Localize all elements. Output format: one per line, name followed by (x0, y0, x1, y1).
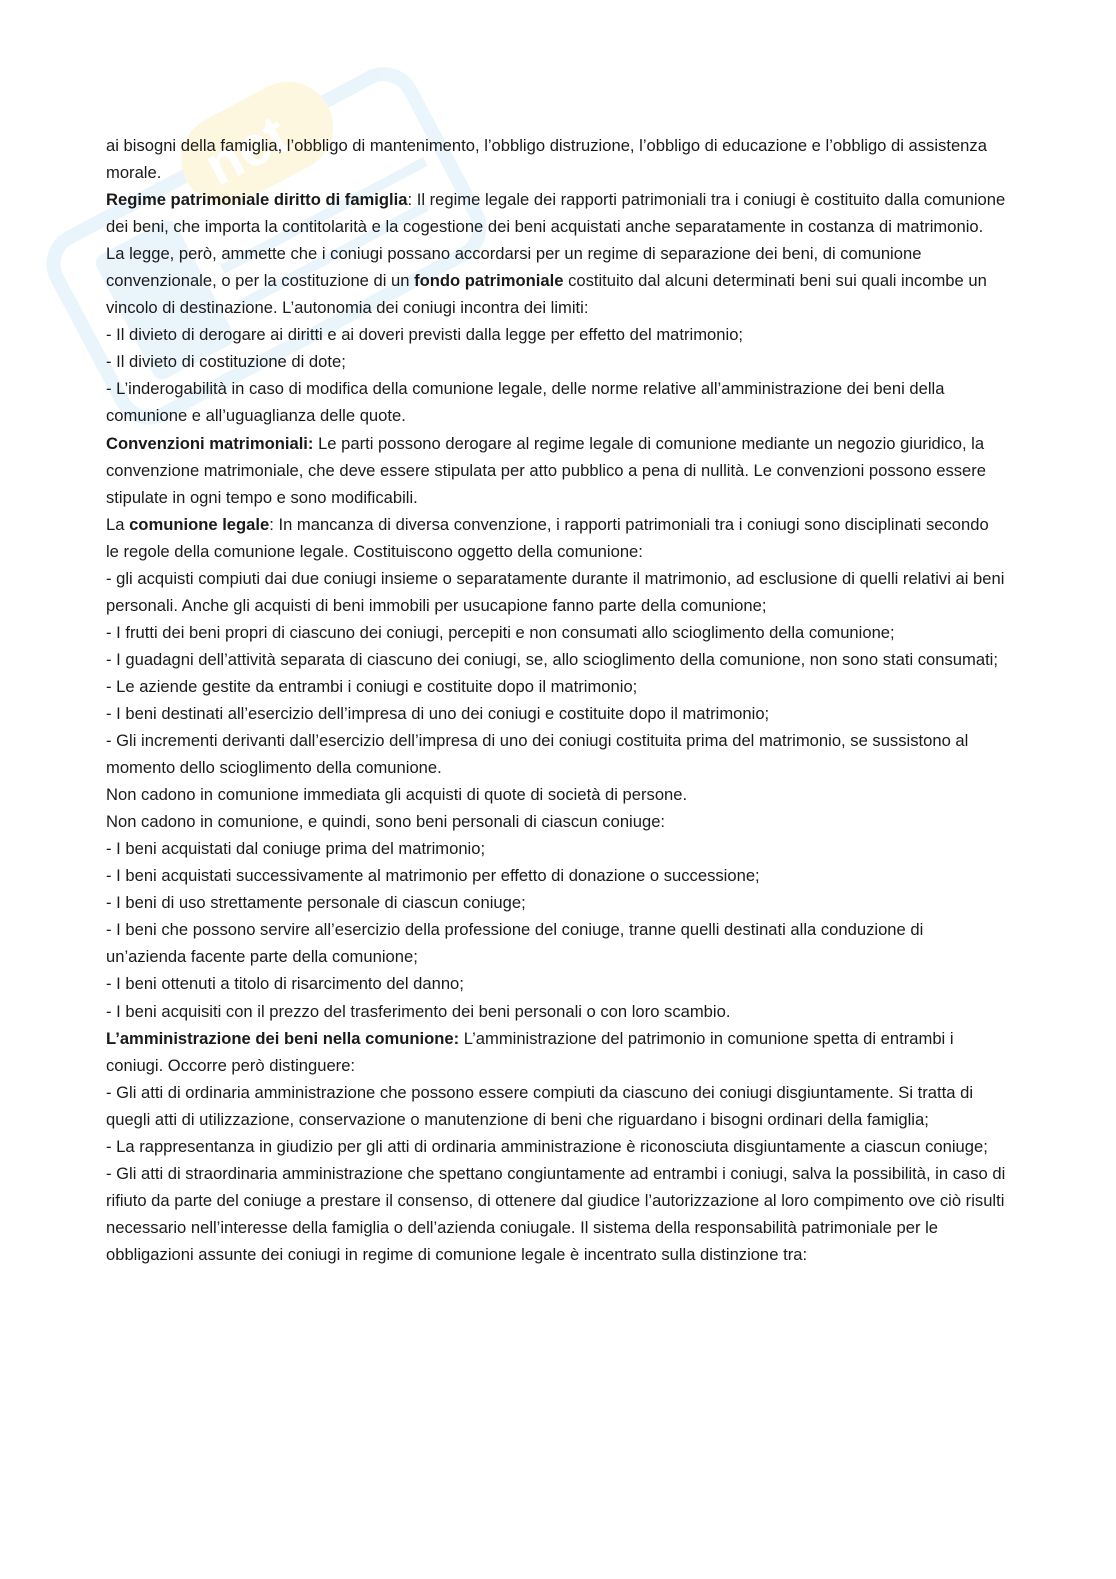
paragraph: Regime patrimoniale diritto di famiglia: Il regime legale dei rapporti patrimoniali tra i coniugi è costituito dalla comunione dei beni, che importa la contitolarità e la cogestione dei beni acquistati anche separatamente in costanza di matrimonio. La legge, però, ammette che i coniugi possano accordarsi per un regime di separazione dei beni, di comunione convenzionale, o per la costituzione di un fondo patrimoniale costituito dal alcuni determinati beni sui quali incombe un vincolo di destinazione. L’autonomia dei coniugi incontra dei limiti: (106, 190, 1006, 318)
list-item: - La rappresentanza in giudizio per gli atti di ordinaria amministrazione è riconosciuta disgiuntamente a ciascun coniuge; (106, 1136, 988, 1156)
section-heading: Convenzioni matrimoniali: (106, 433, 314, 453)
paragraph: Non cadono in comunione immediata gli acquisti di quote di società di persone. (106, 785, 688, 805)
list-item: - I beni ottenuti a titolo di risarcimento del danno; (106, 974, 464, 994)
list-item: - Il divieto di derogare ai diritti e ai doveri previsti dalla legge per effetto del matrimonio; (106, 325, 744, 345)
list-item: - I guadagni dell’attività separata di ciascuno dei coniugi, se, allo scioglimento della comunione, non sono stati consumati; (106, 649, 998, 669)
section-heading: L’amministrazione dei beni nella comunione: (106, 1028, 460, 1048)
list-item: - Il divieto di costituzione di dote; (106, 352, 346, 372)
list-item: - Gli atti di straordinaria amministrazione che spettano congiuntamente ad entrambi i coniugi, salva la possibilità, in caso di rifiuto da parte del coniuge a prestare il consenso, di ottenere dal giudice l’autorizzazione al loro compimento ove ciò risulti necessario nell’interesse della famiglia o dell’azienda coniugale. Il sistema della responsabilità patrimoniale per le obbligazioni assunte dei coniugi in regime di comunione legale è incentrato sulla distinzione tra: (106, 1163, 1006, 1264)
paragraph: ai bisogni della famiglia, l’obbligo di mantenimento, l’obbligo distruzione, l’obbligo di educazione e l’obbligo di assistenza morale. (106, 136, 987, 183)
paragraph: L’amministrazione dei beni nella comunione: L’amministrazione del patrimonio in comunione spetta di entrambi i coniugi. Occorre però distinguere: (106, 1028, 954, 1075)
watermark-logo-text: net (194, 102, 298, 198)
list-item: - Gli atti di ordinaria amministrazione che possono essere compiuti da ciascuno dei coniugi disgiuntamente. Si tratta di quegli atti di utilizzazione, conservazione o manutenzione di beni che riguardano i bisogni ordinari della famiglia; (106, 1082, 974, 1129)
list-item: - Le aziende gestite da entrambi i coniugi e costituite dopo il matrimonio; (106, 676, 638, 696)
bold-term: fondo patrimoniale (414, 271, 564, 291)
document-body (106, 132, 1006, 1268)
paragraph: Non cadono in comunione, e quindi, sono beni personali di ciascun coniuge: (106, 812, 666, 832)
list-item: - I beni acquistati dal coniuge prima del matrimonio; (106, 839, 486, 859)
list-item: - L’inderogabilità in caso di modifica della comunione legale, delle norme relative all’amministrazione dei beni della comunione e all’uguaglianza delle quote. (106, 379, 945, 426)
list-item: - gli acquisti compiuti dai due coniugi insieme o separatamente durante il matrimonio, ad esclusione di quelli relativi ai beni personali. Anche gli acquisti di beni immobili per usucapione fanno parte della comunione; (106, 568, 1005, 615)
list-item: - I beni che possono servire all’esercizio della professione del coniuge, tranne quelli destinati alla conduzione di un’azienda facente parte della comunione; (106, 920, 924, 967)
list-item: - I beni di uso strettamente personale di ciascun coniuge; (106, 893, 526, 913)
list-item: - Gli incrementi derivanti dall’esercizio dell’impresa di uno dei coniugi costituita prima del matrimonio, se sussistono al momento dello scioglimento della comunione. (106, 731, 969, 778)
section-heading: Regime patrimoniale diritto di famiglia (106, 190, 408, 210)
list-item: - I beni acquisiti con il prezzo del trasferimento dei beni personali o con loro scambio. (106, 1001, 731, 1021)
list-item: - I beni acquistati successivamente al matrimonio per effetto di donazione o successione; (106, 866, 760, 886)
section-heading: comunione legale (129, 514, 270, 534)
list-item: - I beni destinati all’esercizio dell’impresa di uno dei coniugi e costituite dopo il matrimonio; (106, 703, 770, 723)
paragraph: La comunione legale: In mancanza di diversa convenzione, i rapporti patrimoniali tra i coniugi sono disciplinati secondo le regole della comunione legale. Costituiscono oggetto della comunione: (106, 514, 989, 561)
list-item: - I frutti dei beni propri di ciascuno dei coniugi, percepiti e non consumati allo scioglimento della comunione; (106, 622, 895, 642)
paragraph: Convenzioni matrimoniali: Le parti possono derogare al regime legale di comunione mediante un negozio giuridico, la convenzione matrimoniale, che deve essere stipulata per atto pubblico a pena di nullità. Le convenzioni possono essere stipulate in ogni tempo e sono modificabili. (106, 433, 987, 507)
